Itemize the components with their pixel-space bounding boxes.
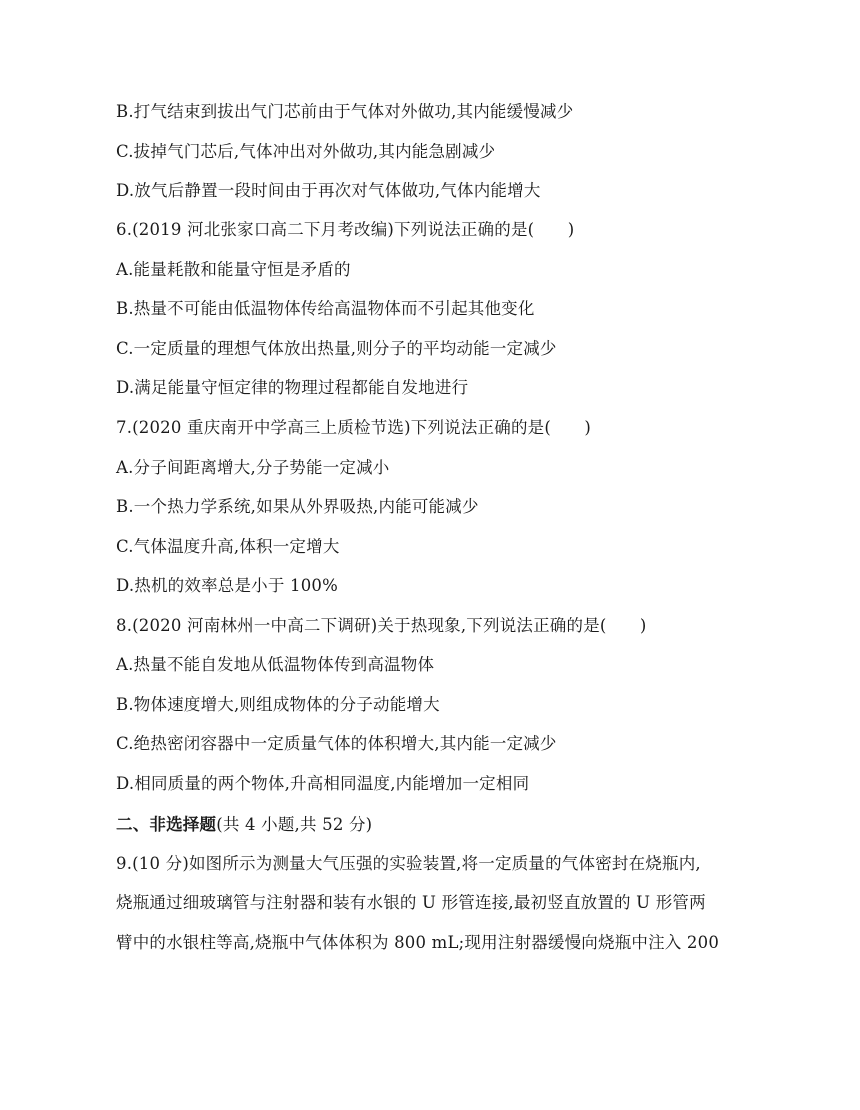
option-6d: D.满足能量守恒定律的物理过程都能自发地进行 [116, 378, 469, 397]
section-title: 二、非选择题 [116, 815, 217, 834]
option-5b: B.打气结束到拔出气门芯前由于气体对外做功,其内能缓慢减少 [116, 102, 574, 121]
question-6-stem: 6.(2019 河北张家口高二下月考改编)下列说法正确的是( ) [116, 220, 575, 239]
option-6a: A.能量耗散和能量守恒是矛盾的 [116, 260, 351, 279]
option-6c: C.一定质量的理想气体放出热量,则分子的平均动能一定减少 [116, 339, 557, 358]
option-8c: C.绝热密闭容器中一定质量气体的体积增大,其内能一定减少 [116, 734, 557, 753]
option-8a: A.热量不能自发地从低温物体传到高温物体 [116, 655, 435, 674]
option-7a: A.分子间距离增大,分子势能一定减小 [116, 458, 390, 477]
option-8b: B.物体速度增大,则组成物体的分子动能增大 [116, 695, 440, 714]
question-8-stem: 8.(2020 河南林州一中高二下调研)关于热现象,下列说法正确的是( ) [116, 616, 647, 635]
option-5c: C.拔掉气门芯后,气体冲出对外做功,其内能急剧减少 [116, 142, 496, 161]
question-9-line-3: 臂中的水银柱等高,烧瓶中气体体积为 800 mL;现用注射器缓慢向烧瓶中注入 200 [116, 933, 720, 952]
question-7-stem: 7.(2020 重庆南开中学高三上质检节选)下列说法正确的是( ) [116, 418, 592, 437]
option-6b: B.热量不可能由低温物体传给高温物体而不引起其他变化 [116, 299, 535, 318]
question-9-line-2: 烧瓶通过细玻璃管与注射器和装有水银的 U 形管连接,最初竖直放置的 U 形管两 [116, 893, 706, 912]
section-note: (共 4 小题,共 52 分) [216, 815, 373, 834]
option-8d: D.相同质量的两个物体,升高相同温度,内能增加一定相同 [116, 774, 530, 793]
section-heading [116, 814, 372, 836]
option-7d: D.热机的效率总是小于 100% [116, 576, 339, 595]
question-9-line-1: 9.(10 分)如图所示为测量大气压强的实验装置,将一定质量的气体密封在烧瓶内, [116, 854, 701, 873]
option-5d: D.放气后静置一段时间由于再次对气体做功,气体内能增大 [116, 181, 541, 200]
option-7b: B.一个热力学系统,如果从外界吸热,内能可能减少 [116, 497, 479, 516]
option-7c: C.气体温度升高,体积一定增大 [116, 537, 340, 556]
